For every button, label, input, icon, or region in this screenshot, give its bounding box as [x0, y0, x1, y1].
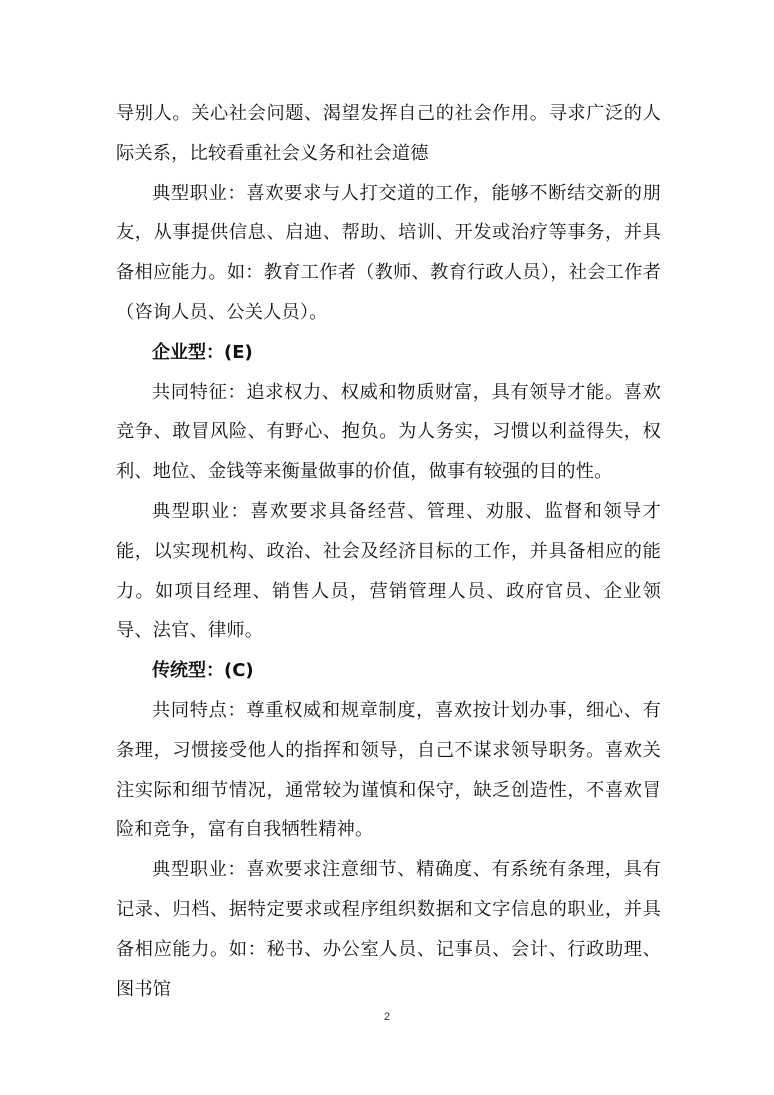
paragraph-conventional-traits: 共同特点：尊重权威和规章制度，喜欢按计划办事，细心、有条理，习惯接受他人的指挥和领导，自己不谋求领导职务。喜欢关注实际和细节情况，通常较为谨慎和保守，缺乏创造性，不喜欢冒险和竞争，富有自我牺牲精神。	[116, 699, 661, 841]
paragraph-enterprising-traits: 共同特征：追求权力、权威和物质财富，具有领导才能。喜欢竞争、敢冒风险、有野心、抱负。为人务实，习惯以利益得失，权利、地位、金钱等来衡量做事的价值，做事有较强的目的性。	[116, 381, 661, 483]
paragraph-conventional-careers: 典型职业：喜欢要求注意细节、精确度、有系统有条理，具有记录、归档、据特定要求或程序组织数据和文字信息的职业，并具备相应能力。如：秘书、办公室人员、记事员、会计、行政助理、图书馆	[116, 859, 661, 1000]
heading-enterprising-type: 企业型：(E)	[152, 341, 253, 363]
paragraph-enterprising-careers: 典型职业：喜欢要求具备经营、管理、劝服、监督和领导才能，以实现机构、政治、社会及经济目标的工作，并具备相应的能力。如项目经理、销售人员，营销管理人员、政府官员、企业领导、法官、律师。	[116, 500, 661, 642]
page-number: 2	[383, 1011, 391, 1023]
paragraph-social-careers: 典型职业：喜欢要求与人打交道的工作，能够不断结交新的朋友，从事提供信息、启迪、帮助、培训、开发或治疗等事务，并具备相应能力。如：教育工作者（教师、教育行政人员），社会工作者（咨询人员、公关人员）。	[116, 182, 661, 323]
heading-conventional-type: 传统型：(C)	[152, 660, 254, 682]
document-body	[116, 94, 661, 1009]
paragraph-social-traits-continued: 导别人。关心社会问题、渴望发挥自己的社会作用。寻求广泛的人际关系，比较看重社会义务和社会道德	[116, 103, 661, 164]
